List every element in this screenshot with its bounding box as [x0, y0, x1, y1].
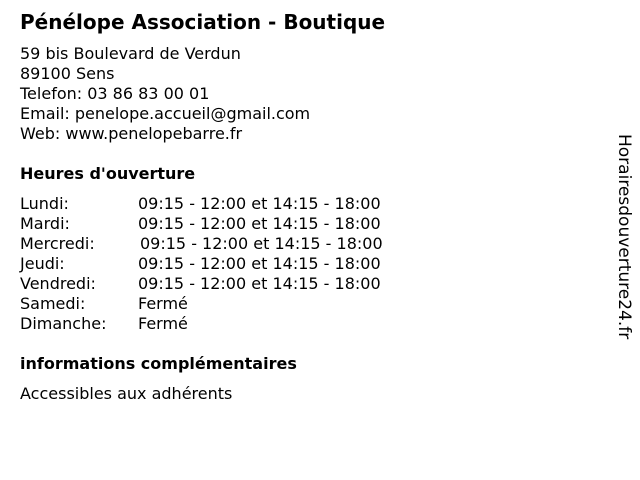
day-label: Mardi: [20, 214, 70, 233]
hours-value: 09:15 - 12:00 et 14:15 - 18:00 [138, 274, 381, 293]
hours-row-wednesday [20, 234, 440, 254]
info-text: Accessibles aux adhérents [20, 384, 233, 403]
address-street: 59 bis Boulevard de Verdun [20, 44, 241, 63]
day-label: Samedi: [20, 294, 86, 313]
hours-row-saturday [20, 294, 440, 314]
hours-value: Fermé [138, 314, 188, 333]
phone-number: Telefon: 03 86 83 00 01 [20, 84, 210, 103]
address-city: 89100 Sens [20, 64, 115, 83]
hours-value: Fermé [138, 294, 188, 313]
day-label: Jeudi: [20, 254, 65, 273]
hours-row-friday [20, 274, 440, 294]
website-address: Web: www.penelopebarre.fr [20, 124, 243, 143]
hours-row-thursday [20, 254, 440, 274]
page-title: Pénélope Association - Boutique [20, 10, 386, 34]
hours-value: 09:15 - 12:00 et 14:15 - 18:00 [140, 234, 383, 253]
hours-row-tuesday [20, 214, 440, 234]
site-watermark: Horairesdouverture24.fr [614, 134, 634, 340]
hours-value: 09:15 - 12:00 et 14:15 - 18:00 [138, 214, 381, 233]
hours-row-monday [20, 194, 440, 214]
opening-hours-table [20, 194, 440, 334]
hours-value: 09:15 - 12:00 et 14:15 - 18:00 [138, 194, 381, 213]
contact-block [20, 44, 310, 144]
day-label: Vendredi: [20, 274, 96, 293]
day-label: Mercredi: [20, 234, 95, 253]
day-label: Dimanche: [20, 314, 107, 333]
hours-heading: Heures d'ouverture [20, 164, 196, 183]
hours-value: 09:15 - 12:00 et 14:15 - 18:00 [138, 254, 381, 273]
hours-row-sunday [20, 314, 440, 334]
info-heading: informations complémentaires [20, 354, 297, 373]
email-address: Email: penelope.accueil@gmail.com [20, 104, 311, 123]
day-label: Lundi: [20, 194, 69, 213]
